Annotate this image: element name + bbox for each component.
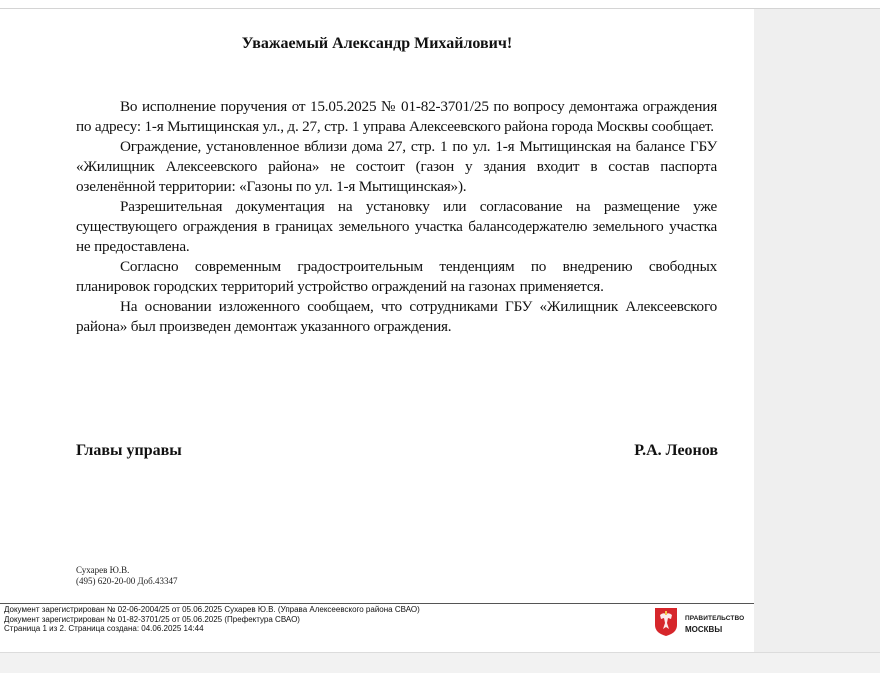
moscow-coat-of-arms-icon [654,607,678,637]
footer-divider [0,603,754,604]
logo-line-1: ПРАВИТЕЛЬСТВО [685,615,745,622]
registration-line: Документ зарегистрирован № 02-06-2004/25 от 05.06.2025 Сухарев Ю.В. (Управа Алексеевского района СВАО) [4,605,420,614]
executor-name: Сухарев Ю.В. [76,565,130,575]
letter-body [76,97,717,337]
paragraph: Во исполнение поручения от 15.05.2025 № 01-82-3701/25 по вопросу демонтажа ограждения по адресу: 1-я Мытищинская ул., д. 27, стр. 1 управа Алексеевского района города Москвы сообщает. [76,98,717,135]
document-page [0,9,754,652]
registration-info [4,605,420,634]
viewer-side-panel [754,9,880,652]
executor-info [76,565,177,587]
executor-phone: (495) 620-20-00 Доб.43347 [76,576,178,586]
paragraph: Ограждение, установленное вблизи дома 27, стр. 1 по ул. 1-я Мытищинская на балансе ГБУ «Жилищник Алексеевского района» не состоит (газон у здания входит в состав паспорта озеленённой территории: «Газоны по ул. 1-я Мытищинская»). [76,138,717,195]
signatory-title: Главы управы [76,442,182,459]
viewer-top-bar [0,0,880,9]
greeting: Уважаемый Александр Михайлович! [241,35,513,52]
signature-block [76,442,718,460]
page-info-line: Страница 1 из 2. Страница создана: 04.06.2025 14:44 [4,624,204,633]
paragraph: Согласно современным градостроительным тенденциям по внедрению свободных планировок городских территорий устройство ограждений на газонах применяется. [76,258,717,295]
government-logo [654,606,754,640]
viewer-bottom-bar [0,652,880,673]
logo-line-2: МОСКВЫ [685,625,723,634]
registration-line: Документ зарегистрирован № 01-82-3701/25 от 05.06.2025 (Префектура СВАО) [4,614,300,624]
paragraph: На основании изложенного сообщаем, что сотрудниками ГБУ «Жилищник Алексеевского района» был произведен демонтаж указанного ограждения. [76,298,717,335]
signatory-name: Р.А. Леонов [634,442,718,459]
paragraph: Разрешительная документация на установку или согласование на размещение уже существующего ограждения в границах земельного участка балансодержателю земельного участка не предоставлена. [76,198,717,255]
